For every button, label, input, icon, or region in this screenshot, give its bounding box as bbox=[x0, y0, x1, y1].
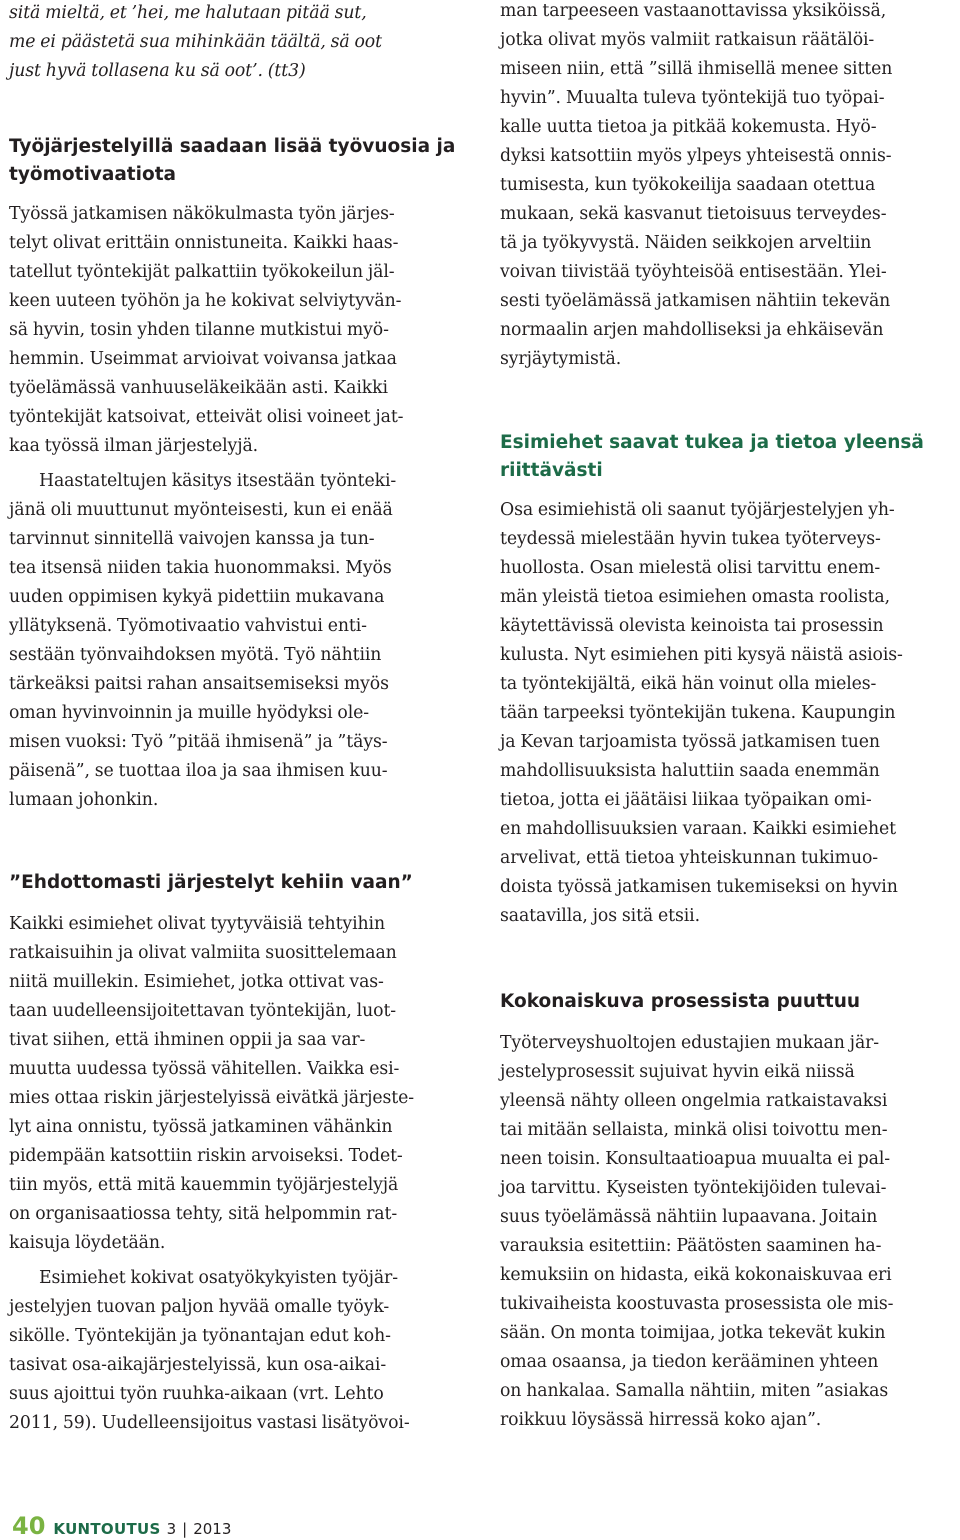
section-heading-tyojarjestelyilla: Työjärjestelyillä saadaan lisää työvuosia ja työmotivaatiota bbox=[9, 136, 456, 185]
quote-ending: sitä mieltä, et ’hei, me halutaan pitää sut, me ei päästetä sua mihinkään täältä, sä oot just hyvä tollasena ku sä oot’. (tt3) bbox=[9, 3, 382, 81]
footer-separator: | bbox=[182, 1520, 188, 1538]
issue-number: 3 bbox=[166, 1520, 177, 1538]
section-heading-ehdottomasti: ”Ehdottomasti järjestelyt kehiin vaan” bbox=[9, 872, 413, 893]
issue-year: 2013 bbox=[193, 1520, 232, 1538]
body-paragraph: Työterveyshuoltojen edustajien mukaan jär- jestelyprosessit sujuivat hyvin eikä niissä yleensä nähty olleen ongelmia ratkaistavaksi tai mitään sellaista, minkä olisi toivottu men- neen toisin. Konsultaatioapua muualta ei pal- joa tarvittu. Kyseisten työntekijöiden tulevai- suus työelämässä nähtiin lupaavana. Joitain varauksia esitettiin: Päätösten saaminen ha- kemuksiin on hidasta, eikä kokonaiskuvaa eri tukivaiheista koostuvasta prosessista ole mis- sään. On monta toimijaa, jotka tekevät kukin omaa osaansa, ja tiedon kerääminen yhteen on hankalaa. Samalla nähtiin, miten ”asiakas roikkuu löysässä hirressä koko ajan”. bbox=[500, 1033, 894, 1430]
page-footer bbox=[12, 1512, 231, 1540]
body-paragraph: Haastateltujen käsitys itsestään työnteki- jänä oli muuttunut myönteisesti, kun ei enää tarvinnut sinnitellä vaivojen kanssa ja tun- tea itsensä niiden takia huonommaksi. Myös uuden oppimisen kykyä pidettiin mukavana yllätyksenä. Työmotivaatio vahvistui enti- sestään työnvaihdoksen myötä. Työ nähtiin tärkeäksi paitsi rahan ansaitsemiseksi myös oman hyvinvoinnin ja muille hyödyksi ole- misen vuoksi: Työ ”pitää ihmisenä” ja ”täys- päisenä”, se tuottaa iloa ja saa ihmisen kuu- lumaan johonkin. bbox=[9, 471, 397, 810]
section-heading-kokonaiskuva: Kokonaiskuva prosessista puuttuu bbox=[500, 991, 861, 1012]
section-heading-esimiehet: Esimiehet saavat tukea ja tietoa yleensä riittävästi bbox=[500, 432, 924, 481]
body-paragraph: man tarpeeseen vastaanottavissa yksiköissä, jotka olivat myös valmiit ratkaisun räätälöi- miseen niin, että ”sillä ihmisellä menee sitten hyvin”. Muualta tuleva työntekijä tuo työpai- kalle uutta tietoa ja pitkää kokemusta. Hyö- dyksi katsottiin myös ylpeys yhteisestä onnis- tumisesta, kun työkokeilija saadaan otettua mukaan, sekä kasvanut tietoisuus terveydes- tä ja työkyvystä. Näiden seikkojen arveltiin voivan tiivistää työyhteisöä entisestään. Ylei- sesti työelämässä jatkamisen nähtiin tekevän normaalin arjen mahdolliseksi ja ehkäisevän syrjäytymistä. bbox=[500, 1, 893, 369]
body-paragraph: Kaikki esimiehet olivat tyytyväisiä tehtyihin ratkaisuihin ja olivat valmiita suosittelemaan niitä muillekin. Esimiehet, jotka ottivat vas- taan uudelleensijoitettavan työntekijän, luot- tivat siihen, että ihminen oppii ja saa var- muutta uudessa työssä vähitellen. Vaikka esi- mies ottaa riskin järjestelyissä eivätkä järjeste- lyt aina onnistu, työssä jatkaminen vähänkin pidempään katsottiin riskin arvoiseksi. Todet- tiin myös, että mitä kauemmin työjärjestelyjä on organisaatiossa tehty, sitä helpommin rat- kaisuja löydetään. bbox=[9, 914, 414, 1253]
body-paragraph: Työssä jatkamisen näkökulmasta työn järjes- telyt olivat erittäin onnistuneita. Kaikki haas- tatellut työntekijät palkattiin työkokeilun jäl- keen uuteen työhön ja he kokivat selviytyvän- sä hyvin, tosin yhden tilanne mutkistui myö- hemmin. Useimmat arvioivat voivansa jatkaa työelämässä vanhuuseläkeikään asti. Kaikki työntekijät katsoivat, etteivät olisi voineet jat- kaa työssä ilman järjestelyjä. bbox=[9, 204, 404, 456]
publication-name: KUNTOUTUS bbox=[53, 1520, 161, 1538]
body-paragraph: Esimiehet kokivat osatyökykyisten työjär- jestelyjen tuovan paljon hyvää omalle työyk- sikölle. Työntekijän ja työnantajan edut koh- tasivat osa-aikajärjestelyissä, kun osa-aikai- suus ajoittui työn ruuhka-aikaan (vrt. Lehto 2011, 59). Uudelleensijoitus vastasi lisätyövoi- bbox=[9, 1268, 410, 1433]
body-paragraph: Osa esimiehistä oli saanut työjärjestelyjen yh- teydessä mielestään hyvin tukea työterveys- huollosta. Osan mielestä olisi tarvittu enem- män yleistä tietoa esimiehen omasta roolista, käytettävissä olevista keinoista tai prosessin kulusta. Nyt esimiehen piti kysyä näistä asiois- ta työntekijältä, eikä hän voinut olla mieles- tään tarpeeksi työntekijän tukena. Kaupungin ja Kevan tarjoamista työssä jatkamisen tuen mahdollisuuksista haluttiin saada enemmän tietoa, jotta ei jäätäisi liikaa työpaikan omi- en mahdollisuuksien varaan. Kaikki esimiehet arvelivat, että tietoa yhteiskunnan tukimuo- doista työssä jatkamisen tukemiseksi on hyvin saatavilla, jos sitä etsii. bbox=[500, 500, 903, 926]
page-number: 40 bbox=[12, 1512, 46, 1540]
